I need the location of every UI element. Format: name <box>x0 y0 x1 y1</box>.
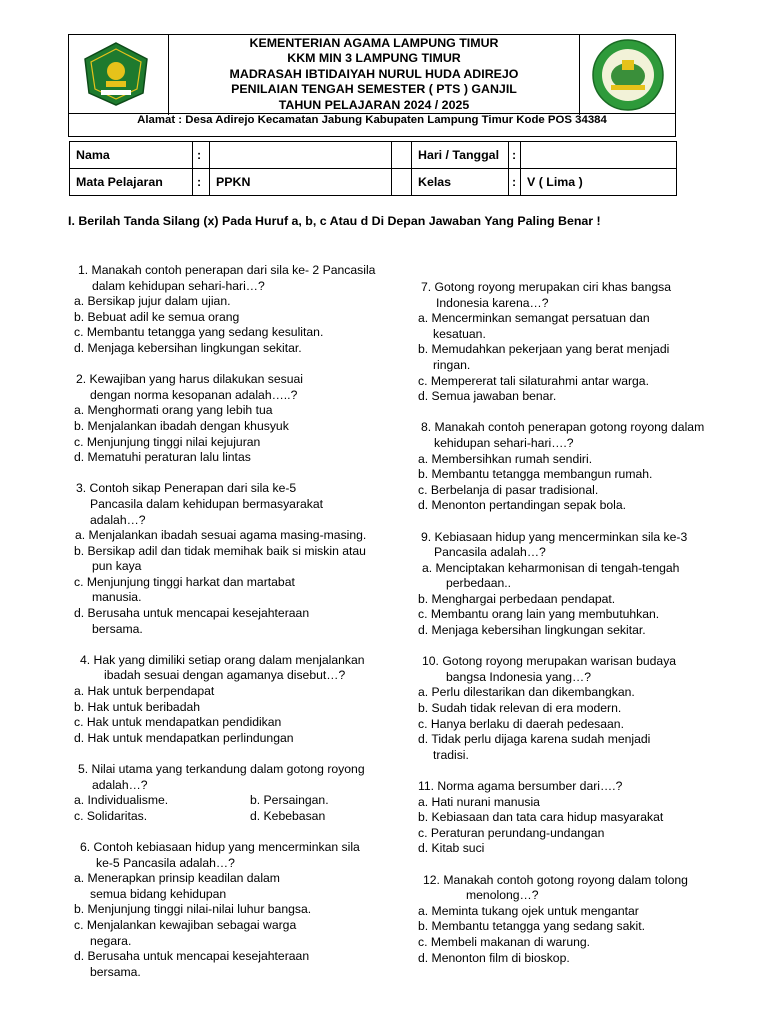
question-text: 12. Manakah contoh gotong royong dalam tolong <box>423 872 688 887</box>
questions-left-column <box>76 263 406 980</box>
spacer-cell <box>392 169 412 196</box>
question-3 <box>76 481 406 637</box>
nama-label: Nama <box>70 142 193 169</box>
header-line-ministry: KEMENTERIAN AGAMA LAMPUNG TIMUR <box>249 36 499 50</box>
option-d[interactable]: d. Menonton film di bioskop. <box>418 950 570 965</box>
question-text: 3. Contoh sikap Penerapan dari sila ke-5 <box>76 481 297 496</box>
nama-field[interactable] <box>210 142 392 169</box>
question-8 <box>418 420 748 514</box>
option-a[interactable]: a. Hak untuk berpendapat <box>74 684 215 699</box>
option-b-cont: ringan. <box>433 357 471 372</box>
question-text: 10. Gotong royong merupakan warisan budaya <box>422 654 677 669</box>
mapel-colon: : <box>193 169 210 196</box>
question-text-cont: ibadah sesuai dengan agamanya disebut…? <box>104 668 346 683</box>
option-a[interactable]: a. Individualisme. <box>74 793 169 808</box>
option-a[interactable]: a. Menghormati orang yang lebih tua <box>74 403 273 418</box>
option-c[interactable]: c. Membantu orang lain yang membutuhkan. <box>418 607 660 622</box>
header-line-school: MADRASAH IBTIDAIYAH NURUL HUDA ADIREJO <box>229 66 519 81</box>
question-text-cont: bangsa Indonesia yang…? <box>446 669 592 684</box>
option-c[interactable]: c. Berbelanja di pasar tradisional. <box>418 482 599 497</box>
option-c[interactable]: c. Menjunjung tinggi harkat dan martabat <box>74 574 295 589</box>
question-2 <box>76 372 406 466</box>
question-11 <box>418 779 748 857</box>
option-b[interactable]: b. Membantu tetangga yang sedang sakit. <box>418 919 645 934</box>
question-text-cont: Pancasila adalah…? <box>434 545 546 560</box>
option-a-cont: perbedaan.. <box>446 576 512 591</box>
school-header <box>68 34 676 114</box>
question-text: 5. Nilai utama yang terkandung dalam gotong royong <box>78 762 365 776</box>
header-titles <box>169 36 579 113</box>
kelas-colon: : <box>509 169 521 196</box>
question-text-cont: adalah…? <box>92 777 148 792</box>
option-d[interactable]: d. Menjaga kebersihan lingkungan sekitar. <box>74 340 302 355</box>
school-address: Alamat : Desa Adirejo Kecamatan Jabung Kabupaten Lampung Timur Kode POS 34384 <box>68 113 676 137</box>
question-text: 4. Hak yang dimiliki setiap orang dalam menjalankan <box>80 652 365 667</box>
info-row-2 <box>70 169 677 196</box>
option-a[interactable]: a. Membersihkan rumah sendiri. <box>418 451 593 466</box>
question-5 <box>76 762 406 824</box>
option-d[interactable]: d. Hak untuk mendapatkan perlindungan <box>74 730 294 745</box>
mapel-value: PPKN <box>210 169 392 196</box>
hari-colon: : <box>509 142 521 169</box>
question-text: 7. Gotong royong merupakan ciri khas bangsa <box>421 280 671 294</box>
option-a[interactable]: a. Bersikap jujur dalam ujian. <box>74 294 231 309</box>
option-d[interactable]: d. Menonton pertandingan sepak bola. <box>418 498 627 513</box>
hari-label: Hari / Tanggal <box>412 142 509 169</box>
option-c[interactable]: c. Solidaritas. <box>74 808 148 823</box>
option-b[interactable]: b. Sudah tidak relevan di era modern. <box>418 701 622 716</box>
instruction-text: I. Berilah Tanda Silang (x) Pada Huruf a, b, c Atau d Di Depan Jawaban Yang Paling Benar ! <box>68 214 601 228</box>
kelas-label: Kelas <box>412 169 509 196</box>
question-7 <box>418 280 748 405</box>
header-line-kkm: KKM MIN 3 LAMPUNG TIMUR <box>287 51 461 66</box>
option-d-cont: bersama. <box>90 964 141 979</box>
header-line-year: TAHUN PELAJARAN 2024 / 2025 <box>278 97 470 112</box>
nama-colon: : <box>193 142 210 169</box>
option-b[interactable]: b. Menjunjung tinggi nilai-nilai luhur bangsa. <box>74 902 312 917</box>
kelas-value: V ( Lima ) <box>521 169 677 196</box>
logo-cell-right <box>579 35 675 115</box>
option-c[interactable]: c. Hak untuk mendapatkan pendidikan <box>74 715 282 730</box>
option-d[interactable]: d. Berusaha untuk mencapai kesejahteraan <box>74 949 310 964</box>
student-info-table <box>69 141 677 196</box>
question-text: 6. Contoh kebiasaan hidup yang mencerminkan sila <box>80 839 360 854</box>
option-c[interactable]: c. Mempererat tali silaturahmi antar warga. <box>418 373 649 388</box>
option-b[interactable]: b. Bebuat adil ke semua orang <box>74 309 240 324</box>
option-b[interactable]: b. Membantu tetangga membangun rumah. <box>418 467 653 482</box>
question-text: 11. Norma agama bersumber dari….? <box>418 779 623 793</box>
header-line-exam: PENILAIAN TENGAH SEMESTER ( PTS ) GANJIL <box>231 82 517 97</box>
option-d-cont: bersama. <box>92 621 143 636</box>
mapel-label: Mata Pelajaran <box>70 169 193 196</box>
question-1 <box>76 263 406 357</box>
option-d[interactable]: d. Semua jawaban benar. <box>418 389 557 404</box>
option-d[interactable]: d. Kebebasan <box>250 808 326 823</box>
option-b[interactable]: b. Kebiasaan dan tata cara hidup masyarakat <box>418 810 664 825</box>
question-4 <box>76 653 406 747</box>
option-c[interactable]: c. Hanya berlaku di daerah pedesaan. <box>418 716 624 731</box>
question-text: 2. Kewajiban yang harus dilakukan sesuai <box>76 372 303 387</box>
option-c[interactable]: c. Menjalankan kewajiban sebagai warga <box>74 917 297 932</box>
question-9 <box>418 530 748 639</box>
hari-field[interactable] <box>521 142 677 169</box>
question-text: 1. Manakah contoh penerapan dari sila ke- 2 Pancasila <box>78 263 376 277</box>
option-d-cont: tradisi. <box>433 747 469 762</box>
question-text-cont: Pancasila dalam kehidupan bermasyarakat <box>90 496 324 511</box>
question-12 <box>418 873 748 967</box>
question-text-cont: menolong…? <box>466 888 539 903</box>
option-a[interactable]: a. Hati nurani manusia <box>418 794 540 809</box>
options-row-ab <box>74 793 406 809</box>
option-c-cont: negara. <box>90 933 132 948</box>
options-row-cd <box>74 809 406 825</box>
question-text-cont: ke-5 Pancasila adalah…? <box>96 855 235 870</box>
option-b[interactable]: b. Menjalankan ibadah dengan khusyuk <box>74 418 289 433</box>
option-a[interactable]: a. Perlu dilestarikan dan dikembangkan. <box>418 685 635 700</box>
option-c[interactable]: c. Menjunjung tinggi nilai kejujuran <box>74 434 261 449</box>
kemenag-logo-icon <box>79 41 153 107</box>
questions-right-column <box>418 280 748 966</box>
question-text-cont: adalah…? <box>90 512 146 527</box>
question-text-cont: kehidupan sehari-hari….? <box>434 435 574 450</box>
option-d[interactable]: d. Kitab suci <box>418 841 485 856</box>
option-b-cont: pun kaya <box>92 559 142 574</box>
school-seal-icon <box>589 38 667 112</box>
info-row-1 <box>70 142 677 169</box>
option-d[interactable]: d. Menjaga kebersihan lingkungan sekitar. <box>418 623 646 638</box>
option-d[interactable]: d. Mematuhi peraturan lalu lintas <box>74 450 251 465</box>
option-c[interactable]: c. Membantu tetangga yang sedang kesulitan. <box>74 325 324 340</box>
option-b[interactable]: b. Menghargai perbedaan pendapat. <box>418 591 616 606</box>
option-b[interactable]: b. Memudahkan pekerjaan yang berat menjadi <box>418 342 670 357</box>
option-c-cont: manusia. <box>92 590 142 605</box>
question-text-cont: dalam kehidupan sehari-hari…? <box>92 278 265 293</box>
option-b[interactable]: b. Hak untuk beribadah <box>74 699 201 714</box>
option-a-cont: kesatuan. <box>433 326 486 341</box>
option-b[interactable]: b. Bersikap adil dan tidak memihak baik si miskin atau <box>74 543 366 558</box>
question-6 <box>76 840 406 980</box>
option-d[interactable]: d. Berusaha untuk mencapai kesejahteraan <box>74 606 310 621</box>
question-text: 9. Kebiasaan hidup yang mencerminkan sila ke-3 <box>421 529 688 544</box>
spacer-cell <box>392 142 412 169</box>
option-a-cont: semua bidang kehidupan <box>90 886 227 901</box>
logo-cell-left <box>69 35 169 115</box>
question-10 <box>418 654 748 763</box>
option-a[interactable]: a. Mencerminkan semangat persatuan dan <box>418 311 650 326</box>
question-text: 8. Manakah contoh penerapan gotong royong dalam <box>421 420 705 435</box>
option-a[interactable]: a. Meminta tukang ojek untuk mengantar <box>418 903 639 918</box>
option-a[interactable]: a. Menciptakan keharmonisan di tengah-tengah <box>422 560 680 575</box>
option-a[interactable]: a. Menjalankan ibadah sesuai agama masing-masing. <box>75 528 367 543</box>
question-text-cont: Indonesia karena…? <box>436 295 549 310</box>
option-a[interactable]: a. Menerapkan prinsip keadilan dalam <box>74 871 280 886</box>
option-c[interactable]: c. Peraturan perundang-undangan <box>418 825 605 840</box>
option-c[interactable]: c. Membeli makanan di warung. <box>418 934 591 949</box>
question-text-cont: dengan norma kesopanan adalah…..? <box>90 387 298 402</box>
option-d[interactable]: d. Tidak perlu dijaga karena sudah menjadi <box>418 732 651 747</box>
option-b[interactable]: b. Persaingan. <box>250 793 329 808</box>
